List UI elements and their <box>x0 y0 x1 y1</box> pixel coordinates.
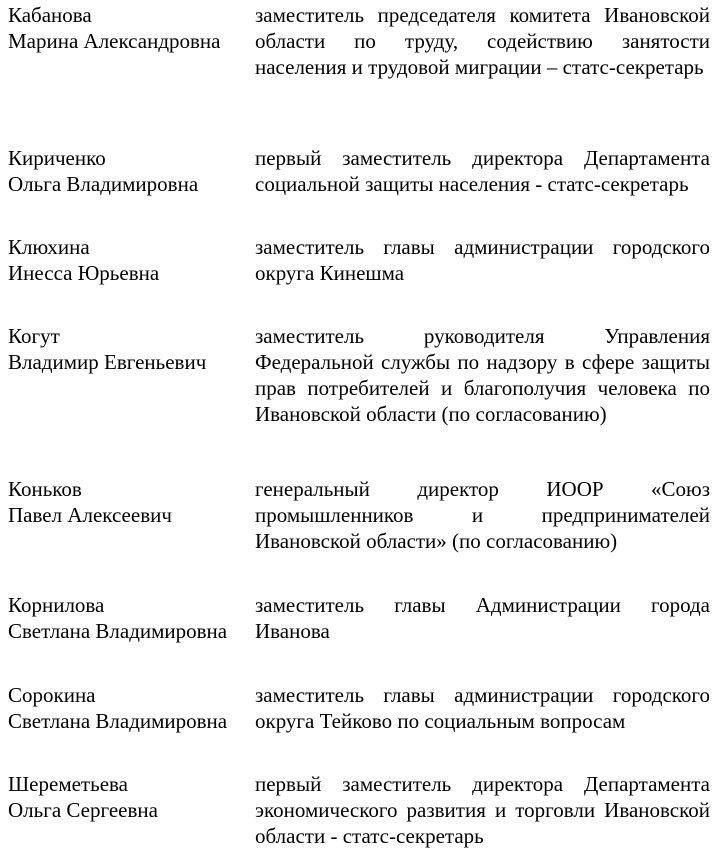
member-name <box>8 592 248 644</box>
member-surname: Когут <box>8 324 60 348</box>
member-position: заместитель председателя комитета Ивановской области по труду, содействию занятости населения и трудовой миграции – статс-секретарь <box>255 3 710 79</box>
member-position: заместитель руководителя Управления Федеральной службы по надзору в сфере защиты прав потребителей и благополучия человека по Ивановской области (по согласованию) <box>255 324 710 426</box>
member-position: первый заместитель директора Департамента социальной защиты населения - статс-секретарь <box>255 146 710 196</box>
member-given-name: Владимир Евгеньевич <box>8 350 207 374</box>
member-surname: Шереметьева <box>8 772 128 796</box>
member-surname: Кириченко <box>8 146 106 170</box>
member-name <box>8 682 248 734</box>
member-position: первый заместитель директора Департамента экономического развития и торговли Ивановской области - статс-секретарь <box>255 772 710 848</box>
member-name <box>8 2 248 54</box>
member-position: генеральный директор ИООР «Союз промышленников и предпринимателей Ивановской области» (по согласованию) <box>255 477 710 553</box>
member-given-name: Марина Александровна <box>8 29 221 53</box>
member-given-name: Светлана Владимировна <box>8 709 228 733</box>
member-surname: Коньков <box>8 477 82 501</box>
member-name <box>8 145 248 197</box>
member-surname: Сорокина <box>8 683 96 707</box>
member-given-name: Ольга Владимировна <box>8 172 199 196</box>
member-name <box>8 234 248 286</box>
member-given-name: Инесса Юрьевна <box>8 261 160 285</box>
member-given-name: Павел Алексеевич <box>8 503 172 527</box>
member-name <box>8 771 248 823</box>
member-surname: Корнилова <box>8 593 105 617</box>
member-position: заместитель главы администрации городского округа Тейково по социальным вопросам <box>255 683 710 733</box>
member-position: заместитель главы администрации городского округа Кинешма <box>255 235 710 285</box>
member-given-name: Светлана Владимировна <box>8 619 228 643</box>
member-surname: Кабанова <box>8 3 92 27</box>
member-name <box>8 323 248 375</box>
member-given-name: Ольга Сергеевна <box>8 798 158 822</box>
member-position: заместитель главы Администрации города Иванова <box>255 593 710 643</box>
member-name <box>8 476 248 528</box>
member-surname: Клюхина <box>8 235 90 259</box>
